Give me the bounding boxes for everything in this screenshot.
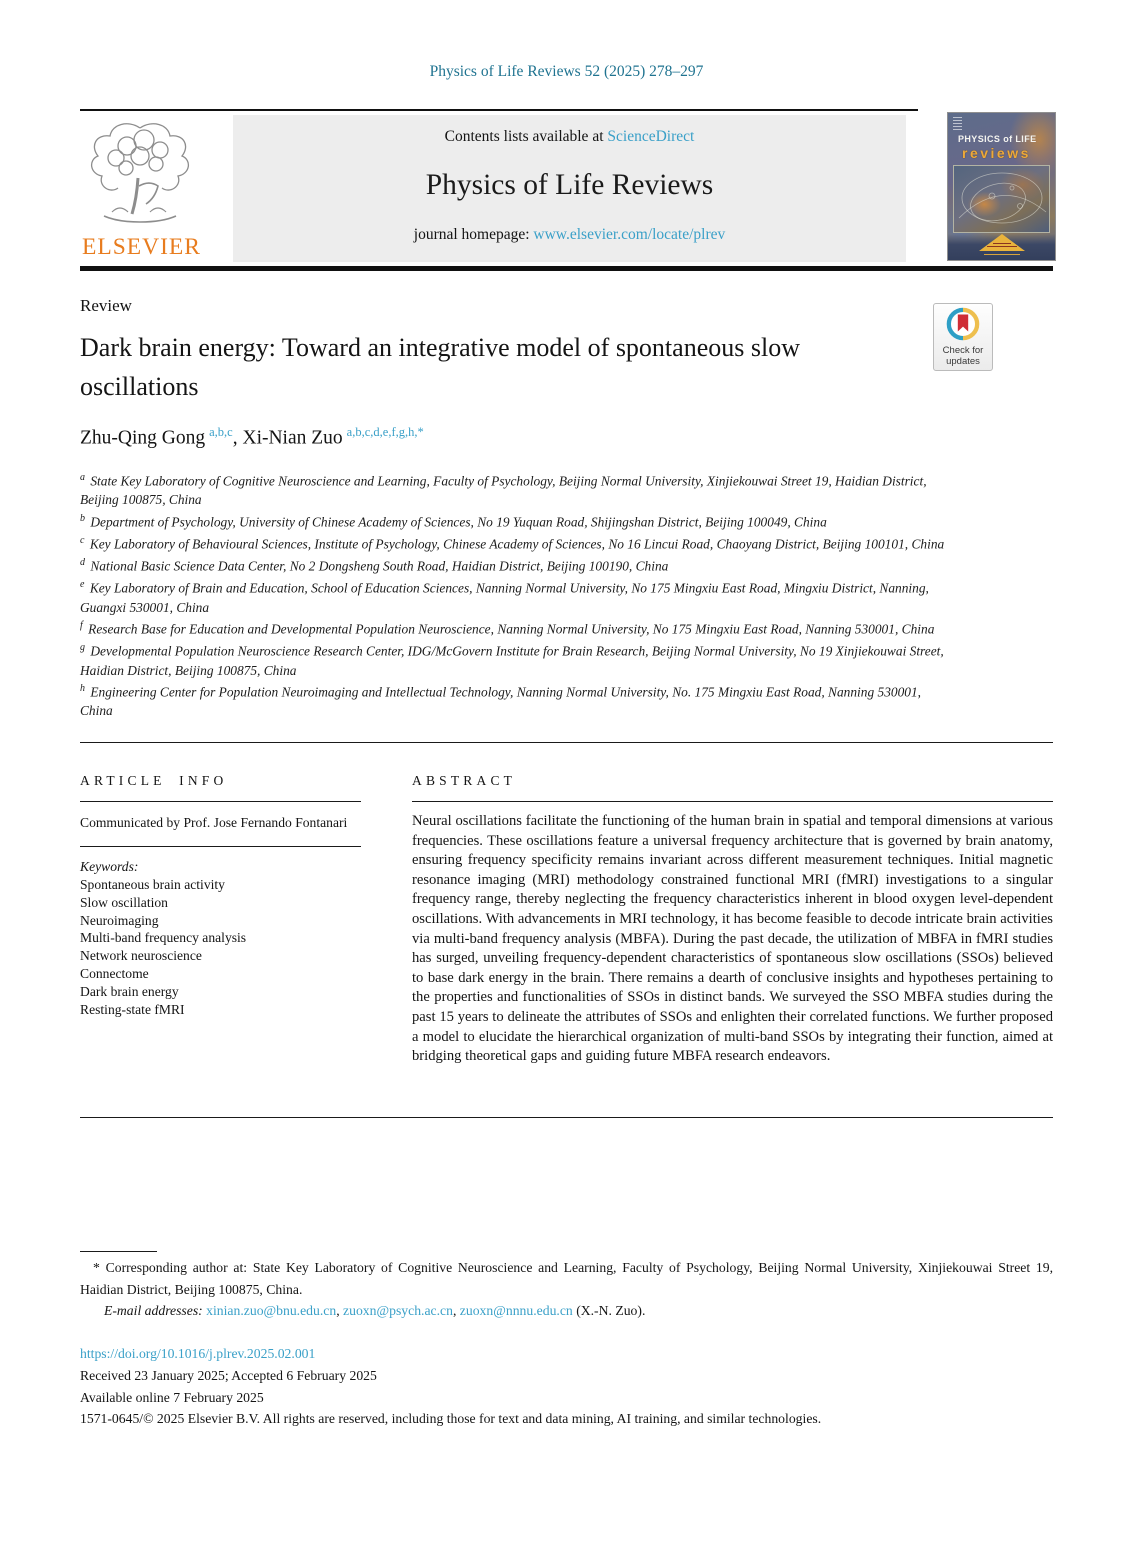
cover-network-art [954, 166, 1049, 232]
contents-prefix: Contents lists available at [444, 128, 604, 145]
keyword-item: Slow oscillation [80, 894, 168, 910]
keyword-item: Multi-band frequency analysis [80, 930, 247, 946]
badge-text-line2: updates [946, 355, 980, 367]
check-for-updates-badge[interactable] [933, 303, 993, 371]
journal-citation: Physics of Life Reviews 52 (2025) 278–297 [429, 63, 704, 80]
article-type-label: Review [80, 296, 132, 315]
cover-bottom-band [948, 234, 1055, 260]
abstract-column [412, 770, 1053, 1067]
received-accepted-line: Received 23 January 2025; Accepted 6 February 2025 [80, 1367, 377, 1383]
affiliation-item: $^b$ Department of Psychology, University of Chinese Academy of Sciences, No 19 Yuquan Road, Shijingshan District, Beijing 100049, China [80, 512, 827, 530]
elsevier-wordmark: ELSEVIER [82, 234, 201, 260]
keyword-item: Connectome [80, 965, 149, 981]
affiliation-item: $^d$ National Basic Science Data Center, No 2 Dongsheng South Road, Haidian District, Beijing 100190, China [80, 557, 669, 574]
imprint-block [80, 1343, 1053, 1430]
email-link[interactable]: xinian.zuo@bnu.edu.cn [206, 1303, 337, 1319]
article-title: Dark brain energy: Toward an integrative model of spontaneous slow oscillations [80, 333, 800, 401]
keyword-item: Neuroimaging [80, 912, 159, 928]
email-addresses-line: E-mail addresses: xinian.zuo@bnu.edu.cn, zuoxn@psych.ac.cn, zuoxn@nnnu.edu.cn (X.-N. Zuo). [104, 1303, 646, 1319]
cover-caption-line [984, 254, 1020, 256]
journal-cover-thumbnail [947, 112, 1056, 261]
article-info-heading: ARTICLE INFO [80, 770, 361, 802]
article-info-column [80, 770, 361, 1018]
author-line: Zhu-Qing Gong $^{a,b,c}$, Xi-Nian Zuo $^{a,b,c,d,e,f,g,h,*}$ [80, 425, 424, 449]
issn-copyright-line: 1571-0645/© 2025 Elsevier B.V. All rights are reserved, including those for text and data mining, AI training, and similar technologies. [80, 1411, 822, 1427]
affiliation-item: $^c$ Key Laboratory of Behavioural Sciences, Institute of Psychology, Chinese Academy of Sciences, No 16 Lincui Road, Chaoyang District, Beijing 100101, China [80, 535, 945, 552]
contents-line [233, 115, 906, 146]
sciencedirect-link[interactable]: ScienceDirect [607, 128, 695, 145]
author-name: Xi-Nian Zuo [242, 427, 343, 449]
keyword-item: Resting-state fMRI [80, 1001, 185, 1017]
keyword-item: Network neuroscience [80, 948, 202, 964]
cover-title-line2: reviews [962, 145, 1031, 161]
email-link[interactable]: zuoxn@psych.ac.cn [343, 1303, 453, 1319]
affiliation-item: $^a$ State Key Laboratory of Cognitive Neuroscience and Learning, Faculty of Psychology, Beijing Normal University, Xinjiekouwai Street 19, Haidian District, Beijing 100875, China [80, 472, 927, 508]
header-top-rule [80, 109, 918, 111]
section-top-rule [80, 742, 1053, 743]
cover-title-line1: PHYSICS of LIFE [958, 134, 1037, 144]
badge-text-line1: Check for [942, 345, 984, 356]
affiliation-item: $^e$ Key Laboratory of Brain and Education, School of Education Sciences, Nanning Normal University, No 175 Mingxiu East Road, Mingxiu District, Nanning, Guangxi 530001, China [80, 579, 929, 615]
cover-artwork-frame [953, 165, 1050, 233]
email-suffix: (X.-N. Zuo). [576, 1303, 646, 1319]
affiliation-item: $^f$ Research Base for Education and Developmental Population Neuroscience, Nanning Normal University, No 175 Mingxiu East Road, Nanning 530001, China [80, 620, 935, 637]
email-label: E-mail addresses: [104, 1303, 203, 1319]
homepage-line [233, 226, 906, 244]
journal-header-box [233, 115, 906, 262]
author-name: Zhu-Qing Gong [80, 427, 206, 449]
cover-pyramid-text-line [993, 243, 1011, 245]
doi-link[interactable]: https://doi.org/10.1016/j.plrev.2025.02.001 [80, 1346, 316, 1361]
check-updates-icon [946, 307, 980, 341]
keyword-item: Dark brain energy [80, 983, 179, 999]
homepage-link[interactable]: www.elsevier.com/locate/plrev [533, 226, 726, 243]
cover-pyramid-text-line [987, 246, 1017, 248]
footnote-rule [80, 1251, 157, 1252]
cover-mini-logo [953, 117, 962, 130]
affiliation-item: $^g$ Developmental Population Neuroscience Research Center, IDG/McGovern Institute for Brain Research, Beijing Normal University, No 19 Xinjiekouwai Street, Haidian District, Beijing 100875, China [80, 642, 944, 678]
homepage-prefix: journal homepage: [413, 226, 530, 243]
footnote-block [80, 1257, 1053, 1322]
corresponding-author-note: * Corresponding author at: State Key Laboratory of Cognitive Neuroscience and Learning, Faculty of Psychology, Beijing Normal University, Xinjiekouwai Street 19, Haidian District, Beijing 100875, China. [80, 1260, 1054, 1297]
affiliation-item: $^h$ Engineering Center for Population Neuroimaging and Intellectual Technology, Nanning Normal University, No. 175 Mingxiu East Road, Nanning 530001, China [80, 683, 922, 719]
section-bottom-rule [80, 1117, 1053, 1118]
journal-title: Physics of Life Reviews [425, 169, 714, 201]
author-affiliation-refs: a,b,c [209, 425, 233, 439]
abstract-text: Neural oscillations facilitate the functioning of the human brain in spatial and temporal dimensions at various frequencies. These oscillations feature a universal frequency architecture that is governed by brain anatomy, ensuring frequency specificity remains invariant across different measurement techniques. Initial magnetic resonance imaging (MRI) methodology constrained functional MRI (fMRI) investigations to a singular frequency range, thereby neglecting the frequency characteristics inherent in blood oxygen level-dependent oscillations. With advancements in MRI technology, it has become feasible to decode intricate brain activities via multi-band frequency analysis (MBFA). During the past decade, the utilization of MBFA in fMRI studies has surged, unveiling frequency-dependent characteristics of spontaneous slow oscillations (SSOs) believed to base dark energy in the brain. There remains a dearth of conclusive insights and hypotheses pertaining to the properties and functionalities of SSOs in distinct bands. We surveyed the SSO MBFA studies during the past 15 years to delineate the attributes of SSOs and enlighten their correlated functions. We further proposed a model to elucidate the hierarchical organization of multi-band SSOs by integrating their function, aimed at bridging theoretical gaps and guiding future MBFA research endeavors. [412, 813, 1053, 1065]
header-bottom-rule [80, 266, 1053, 271]
elsevier-logo [82, 116, 206, 264]
keyword-item: Spontaneous brain activity [80, 877, 225, 892]
keywords-label: Keywords: [80, 859, 139, 874]
available-online-line: Available online 7 February 2025 [80, 1389, 264, 1405]
communicated-by: Communicated by Prof. Jose Fernando Fontanari [80, 802, 361, 847]
footnote-star: * [93, 1260, 100, 1275]
affiliations-list [80, 469, 952, 721]
email-link[interactable]: zuoxn@nnnu.edu.cn [459, 1303, 573, 1319]
author-affiliation-refs: a,b,c,d,e,f,g,h,* [346, 425, 424, 439]
abstract-heading: ABSTRACT [412, 770, 1053, 802]
elsevier-tree-icon [82, 116, 198, 230]
